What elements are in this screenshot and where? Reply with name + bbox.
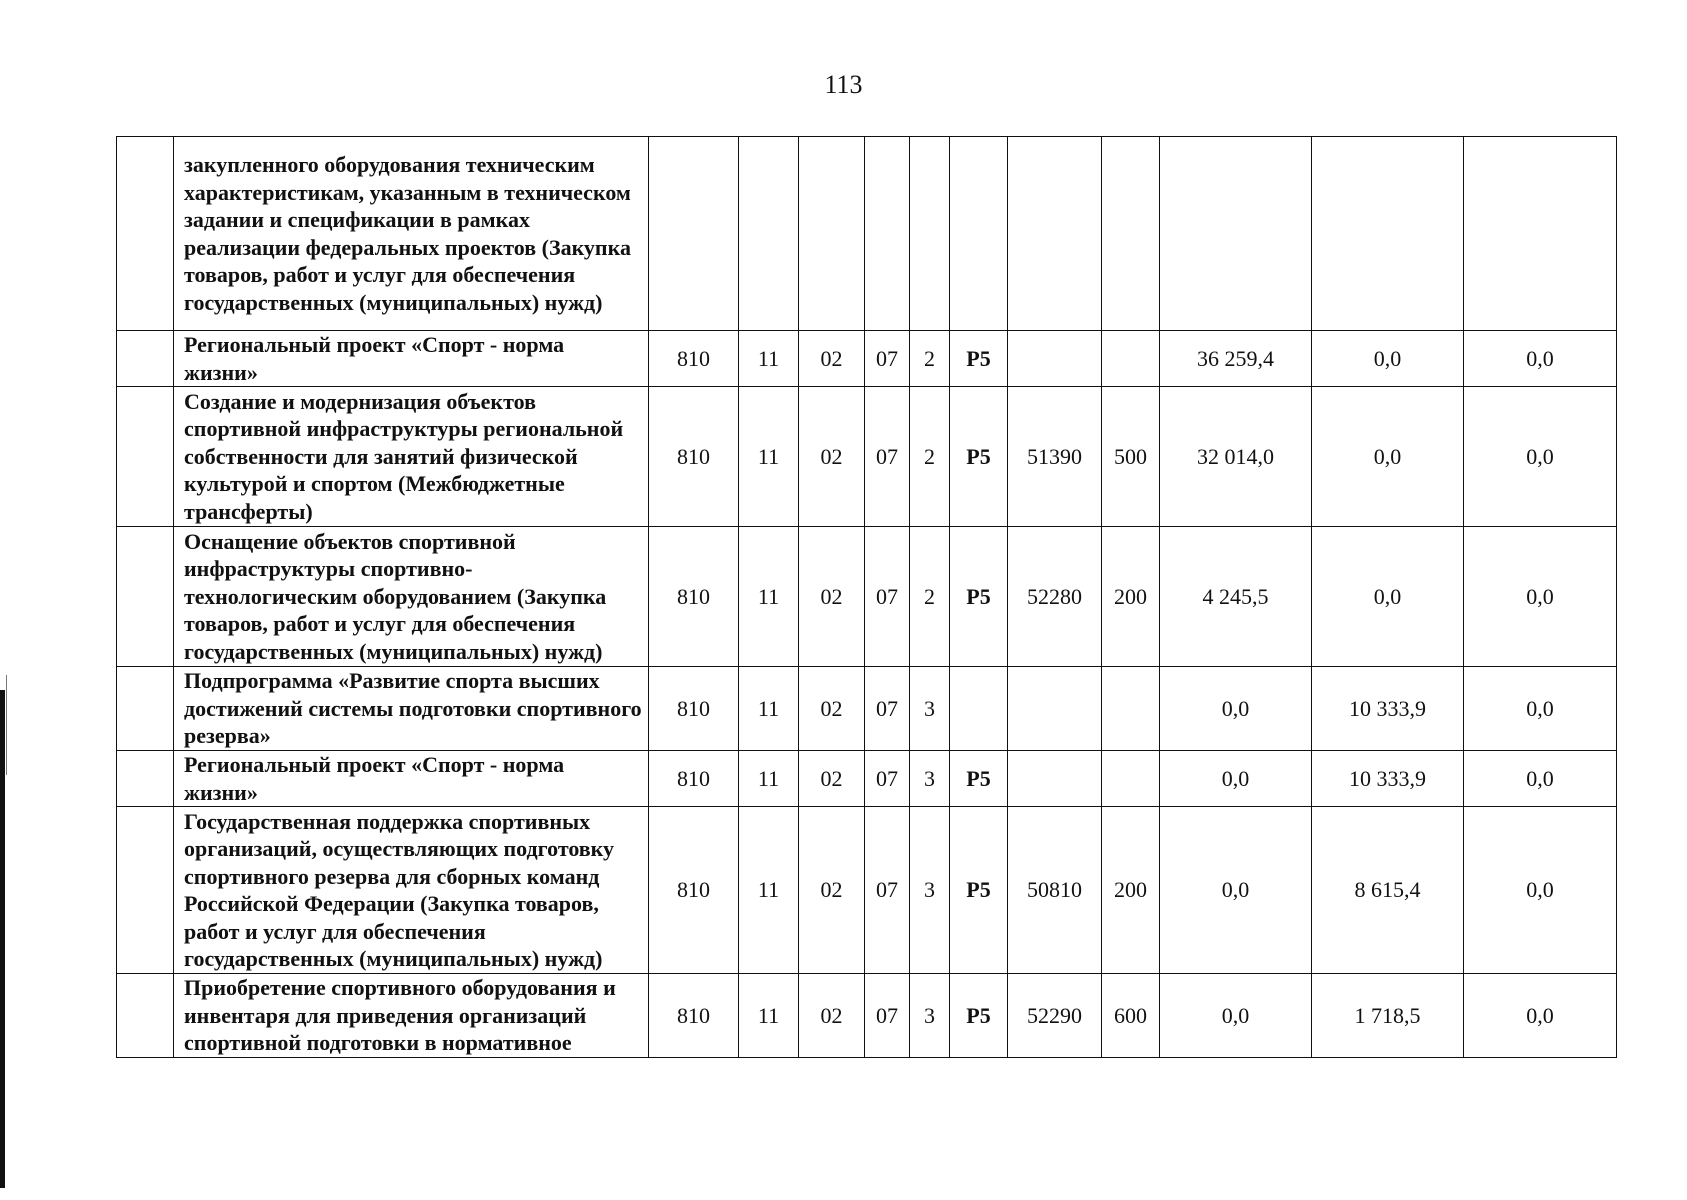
amount-year-3-cell: 0,0 bbox=[1464, 667, 1617, 751]
direction-code-cell: 52290 bbox=[1008, 974, 1102, 1058]
ministry-code-cell: 810 bbox=[649, 331, 739, 387]
subprogram-code-cell: 2 bbox=[910, 387, 950, 527]
budget-table bbox=[116, 136, 1617, 1058]
subprogram-code-cell: 2 bbox=[910, 527, 950, 667]
project-code-cell: P5 bbox=[950, 331, 1008, 387]
amount-year-1-cell bbox=[1160, 137, 1312, 331]
amount-year-3-cell: 0,0 bbox=[1464, 751, 1617, 807]
row-name-cell: Подпрограмма «Развитие спорта высших достижений системы подготовки спортивного резерва» bbox=[174, 667, 649, 751]
amount-year-1-cell: 32 014,0 bbox=[1160, 387, 1312, 527]
section-code-cell: 11 bbox=[739, 667, 799, 751]
amount-year-2-cell: 0,0 bbox=[1312, 527, 1464, 667]
row-number-cell bbox=[117, 667, 174, 751]
subsection-code-cell: 02 bbox=[799, 974, 865, 1058]
program-code-cell bbox=[865, 137, 910, 331]
ministry-code-cell: 810 bbox=[649, 974, 739, 1058]
section-code-cell: 11 bbox=[739, 751, 799, 807]
ministry-code-cell: 810 bbox=[649, 807, 739, 974]
amount-year-3-cell: 0,0 bbox=[1464, 387, 1617, 527]
amount-year-1-cell: 36 259,4 bbox=[1160, 331, 1312, 387]
direction-code-cell bbox=[1008, 751, 1102, 807]
row-number-cell bbox=[117, 751, 174, 807]
row-number-cell bbox=[117, 331, 174, 387]
direction-code-cell: 51390 bbox=[1008, 387, 1102, 527]
row-number-cell bbox=[117, 137, 174, 331]
amount-year-1-cell: 0,0 bbox=[1160, 807, 1312, 974]
ministry-code-cell: 810 bbox=[649, 527, 739, 667]
program-code-cell: 07 bbox=[865, 331, 910, 387]
expense-type-cell: 200 bbox=[1102, 527, 1160, 667]
expense-type-cell: 600 bbox=[1102, 974, 1160, 1058]
table-row bbox=[117, 527, 1617, 667]
amount-year-1-cell: 0,0 bbox=[1160, 751, 1312, 807]
row-name-cell: Региональный проект «Спорт - норма жизни» bbox=[174, 751, 649, 807]
row-name-cell: Государственная поддержка спортивных организаций, осуществляющих подготовку спортивного резерва для сборных команд Российской Федерации (Закупка товаров, работ и услуг для обеспечения государственных (муниципальных) нужд) bbox=[174, 807, 649, 974]
scan-edge-line bbox=[6, 675, 7, 775]
table-row bbox=[117, 807, 1617, 974]
program-code-cell: 07 bbox=[865, 527, 910, 667]
program-code-cell: 07 bbox=[865, 667, 910, 751]
row-name-cell: Оснащение объектов спортивной инфраструктуры спортивно-технологическим оборудованием (Закупка товаров, работ и услуг для обеспечения государственных (муниципальных) нужд) bbox=[174, 527, 649, 667]
row-name-cell: Приобретение спортивного оборудования и инвентаря для приведения организаций спортивной подготовки в нормативное bbox=[174, 974, 649, 1058]
program-code-cell: 07 bbox=[865, 751, 910, 807]
subsection-code-cell: 02 bbox=[799, 667, 865, 751]
section-code-cell: 11 bbox=[739, 387, 799, 527]
project-code-cell: P5 bbox=[950, 974, 1008, 1058]
expense-type-cell bbox=[1102, 751, 1160, 807]
expense-type-cell bbox=[1102, 667, 1160, 751]
row-number-cell bbox=[117, 974, 174, 1058]
program-code-cell: 07 bbox=[865, 974, 910, 1058]
subsection-code-cell: 02 bbox=[799, 527, 865, 667]
row-name-cell: Региональный проект «Спорт - норма жизни» bbox=[174, 331, 649, 387]
table-row bbox=[117, 137, 1617, 331]
project-code-cell bbox=[950, 667, 1008, 751]
table-row bbox=[117, 667, 1617, 751]
amount-year-2-cell: 10 333,9 bbox=[1312, 751, 1464, 807]
amount-year-3-cell: 0,0 bbox=[1464, 974, 1617, 1058]
project-code-cell: P5 bbox=[950, 807, 1008, 974]
amount-year-3-cell bbox=[1464, 137, 1617, 331]
expense-type-cell bbox=[1102, 331, 1160, 387]
table-row bbox=[117, 387, 1617, 527]
project-code-cell bbox=[950, 137, 1008, 331]
section-code-cell: 11 bbox=[739, 331, 799, 387]
section-code-cell bbox=[739, 137, 799, 331]
direction-code-cell: 50810 bbox=[1008, 807, 1102, 974]
amount-year-2-cell bbox=[1312, 137, 1464, 331]
amount-year-3-cell: 0,0 bbox=[1464, 807, 1617, 974]
subsection-code-cell: 02 bbox=[799, 387, 865, 527]
scan-edge-mark bbox=[0, 690, 5, 1188]
direction-code-cell bbox=[1008, 331, 1102, 387]
row-number-cell bbox=[117, 387, 174, 527]
row-name-cell: Создание и модернизация объектов спортивной инфраструктуры региональной собственности для занятий физической культурой и спортом (Межбюджетные трансферты) bbox=[174, 387, 649, 527]
amount-year-3-cell: 0,0 bbox=[1464, 331, 1617, 387]
direction-code-cell bbox=[1008, 667, 1102, 751]
amount-year-1-cell: 0,0 bbox=[1160, 667, 1312, 751]
subprogram-code-cell bbox=[910, 137, 950, 331]
subsection-code-cell: 02 bbox=[799, 751, 865, 807]
ministry-code-cell: 810 bbox=[649, 751, 739, 807]
subprogram-code-cell: 3 bbox=[910, 807, 950, 974]
program-code-cell: 07 bbox=[865, 807, 910, 974]
amount-year-2-cell: 0,0 bbox=[1312, 387, 1464, 527]
direction-code-cell bbox=[1008, 137, 1102, 331]
project-code-cell: P5 bbox=[950, 751, 1008, 807]
amount-year-2-cell: 10 333,9 bbox=[1312, 667, 1464, 751]
row-number-cell bbox=[117, 807, 174, 974]
expense-type-cell bbox=[1102, 137, 1160, 331]
section-code-cell: 11 bbox=[739, 527, 799, 667]
table-row bbox=[117, 331, 1617, 387]
ministry-code-cell: 810 bbox=[649, 667, 739, 751]
ministry-code-cell: 810 bbox=[649, 387, 739, 527]
amount-year-1-cell: 4 245,5 bbox=[1160, 527, 1312, 667]
row-name-cell: закупленного оборудования техническим характеристикам, указанным в техническом задании и спецификации в рамках реализации федеральных проектов (Закупка товаров, работ и услуг для обеспечения государственных (муниципальных) нужд) bbox=[174, 137, 649, 331]
subprogram-code-cell: 3 bbox=[910, 974, 950, 1058]
section-code-cell: 11 bbox=[739, 974, 799, 1058]
subsection-code-cell: 02 bbox=[799, 331, 865, 387]
amount-year-2-cell: 8 615,4 bbox=[1312, 807, 1464, 974]
amount-year-2-cell: 1 718,5 bbox=[1312, 974, 1464, 1058]
table-row bbox=[117, 751, 1617, 807]
subprogram-code-cell: 3 bbox=[910, 667, 950, 751]
table-row bbox=[117, 974, 1617, 1058]
project-code-cell: P5 bbox=[950, 387, 1008, 527]
amount-year-1-cell: 0,0 bbox=[1160, 974, 1312, 1058]
subprogram-code-cell: 3 bbox=[910, 751, 950, 807]
direction-code-cell: 52280 bbox=[1008, 527, 1102, 667]
subprogram-code-cell: 2 bbox=[910, 331, 950, 387]
amount-year-3-cell: 0,0 bbox=[1464, 527, 1617, 667]
section-code-cell: 11 bbox=[739, 807, 799, 974]
amount-year-2-cell: 0,0 bbox=[1312, 331, 1464, 387]
project-code-cell: P5 bbox=[950, 527, 1008, 667]
expense-type-cell: 200 bbox=[1102, 807, 1160, 974]
subsection-code-cell: 02 bbox=[799, 807, 865, 974]
subsection-code-cell bbox=[799, 137, 865, 331]
ministry-code-cell bbox=[649, 137, 739, 331]
row-number-cell bbox=[117, 527, 174, 667]
expense-type-cell: 500 bbox=[1102, 387, 1160, 527]
program-code-cell: 07 bbox=[865, 387, 910, 527]
page-number: 113 bbox=[824, 70, 863, 99]
